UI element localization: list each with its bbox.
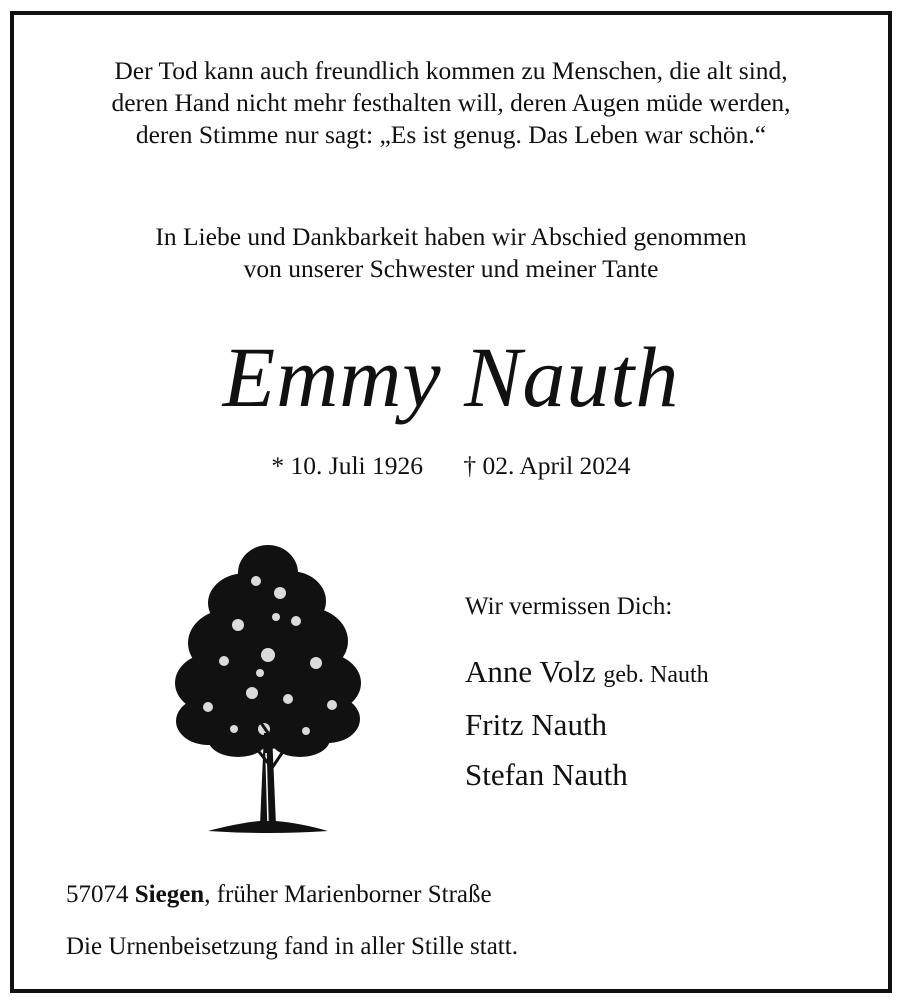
quote-line: Der Tod kann auch freundlich kommen zu Menschen, die alt sind, [114, 56, 788, 85]
address [66, 881, 492, 909]
obituary-frame [10, 11, 892, 993]
quote-line: deren Stimme nur sagt: „Es ist genug. Das Leben war schön.“ [135, 120, 767, 149]
mourner-entry [465, 750, 709, 800]
mourners-list [465, 647, 709, 800]
quote [14, 55, 888, 151]
mourner-name: Stefan Nauth [465, 757, 628, 792]
intro-line: In Liebe und Dankbarkeit haben wir Abschied genommen [155, 222, 747, 251]
intro-text [14, 221, 888, 285]
address-rest: , früher Marienborner Straße [204, 881, 492, 908]
address-city: Siegen [134, 881, 205, 908]
address-postcode: 57074 [66, 881, 129, 908]
quote-line: deren Hand nicht mehr festhalten will, deren Augen müde werden, [111, 88, 791, 117]
mourners-heading: Wir vermissen Dich: [465, 593, 673, 620]
tree-icon [168, 533, 368, 839]
mourner-name: Anne Volz [465, 654, 596, 689]
deceased-name: Emmy Nauth [222, 329, 680, 425]
mourner-entry [465, 700, 709, 750]
life-dates [14, 451, 888, 481]
mourner-suffix: geb. Nauth [603, 662, 709, 688]
burial-note: Die Urnenbeisetzung fand in aller Stille statt. [66, 933, 518, 960]
mourner-name: Fritz Nauth [465, 707, 608, 742]
birth-date: * 10. Juli 1926 [271, 451, 424, 480]
intro-line: von unserer Schwester und meiner Tante [243, 254, 659, 283]
death-date: † 02. April 2024 [463, 451, 631, 480]
mourner-entry [465, 647, 709, 700]
